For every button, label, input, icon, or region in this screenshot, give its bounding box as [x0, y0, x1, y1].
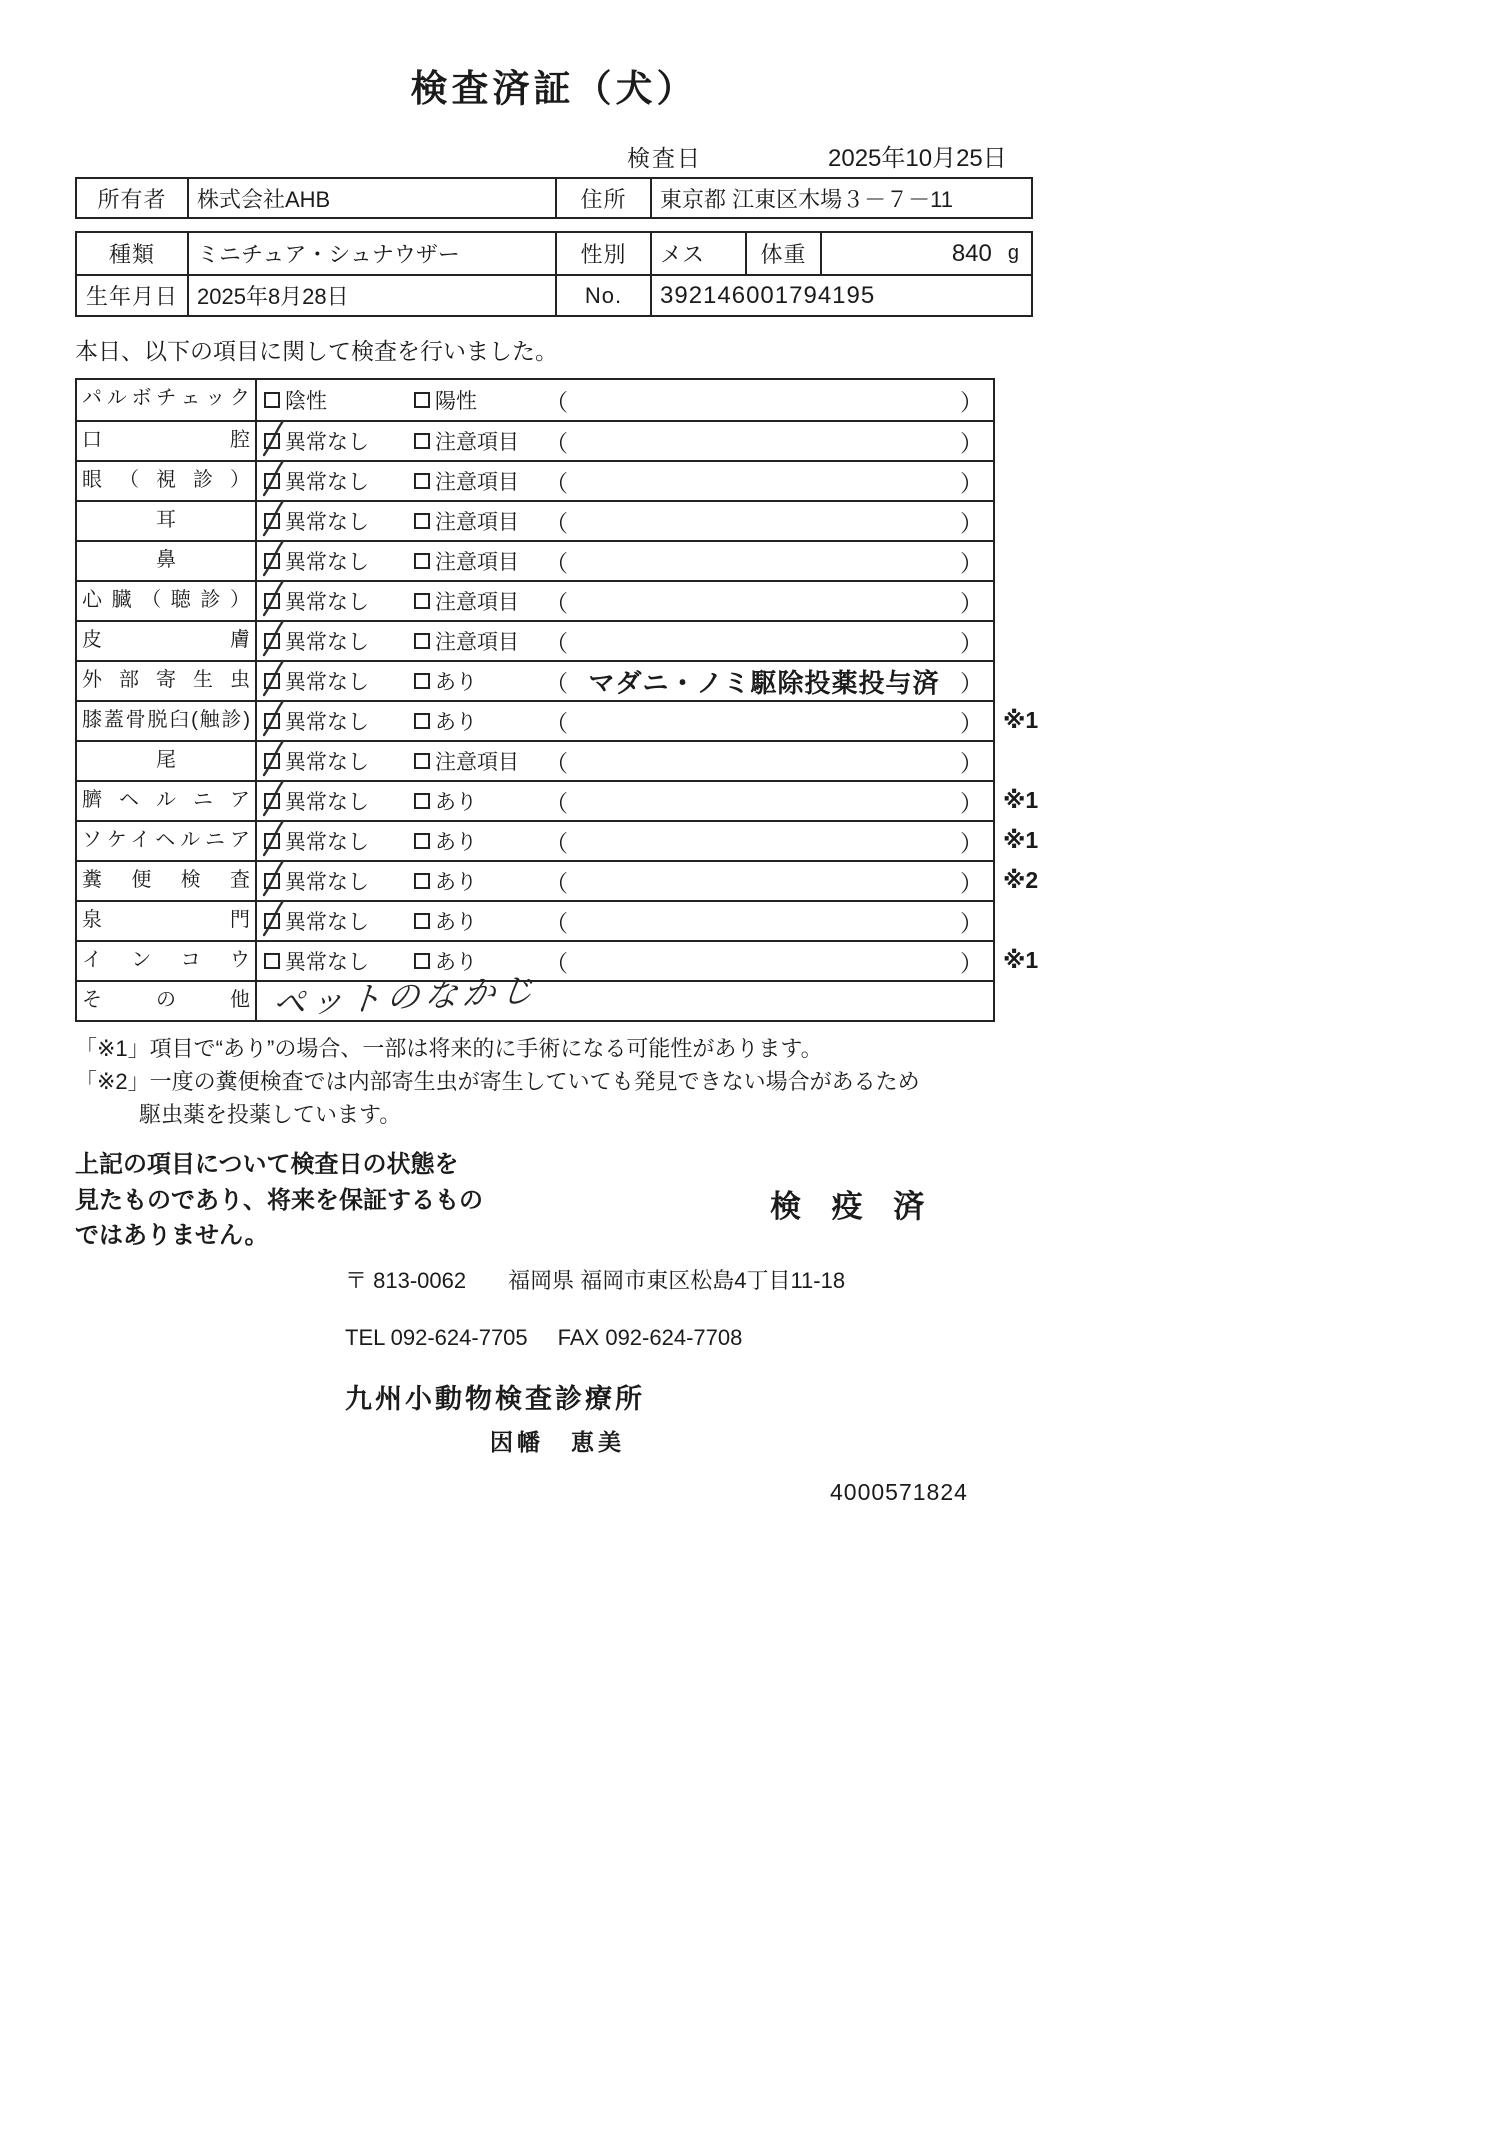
handwritten-checkmark: [260, 500, 286, 538]
paren-close: ）: [960, 509, 983, 536]
option1: [257, 706, 407, 736]
option1-label: 異常なし: [285, 831, 369, 854]
inspection-item-label: 尾: [77, 742, 257, 780]
paren-close: ）: [960, 589, 983, 616]
checkbox-option1: [264, 753, 280, 769]
checkbox-option1: [264, 833, 280, 849]
inspection-item-label: インコウ: [77, 942, 257, 980]
option1-label: 異常なし: [285, 751, 369, 774]
paren-group: [545, 785, 993, 818]
inspection-item-label: 膝蓋骨脱臼(触診): [77, 702, 257, 740]
paren-close: ）: [960, 429, 983, 456]
quarantine-stamp: 検 疫 済: [770, 1189, 936, 1224]
inspection-item-label: 臍ヘルニア: [77, 782, 257, 820]
option2: [407, 546, 545, 576]
weight-value-cell: [820, 233, 1031, 274]
option2-label: 注意項目: [435, 551, 519, 574]
paren-close: ）: [960, 388, 983, 415]
option2-label: 注意項目: [435, 431, 519, 454]
clinic-name: 九州小動物検査診療所: [345, 1383, 645, 1414]
inspection-row: [77, 620, 993, 660]
inspection-item-label: 心臓（聴診）: [77, 582, 257, 620]
sex-value: メス: [650, 233, 745, 274]
option1: [257, 626, 407, 656]
paren-group: [545, 545, 993, 578]
inspection-row-body: [257, 862, 993, 900]
address-value: 東京都 江東区木場３－７－11: [650, 179, 1031, 217]
paren-group: [545, 505, 993, 538]
paren-open: （: [545, 829, 568, 856]
paren-open: （: [545, 629, 568, 656]
handwritten-note: ペットのなかじ: [271, 970, 541, 1022]
row-note: ※1: [1003, 787, 1039, 813]
paren-group: [545, 465, 993, 498]
clinic-postal-code: 〒 813-0062: [345, 1267, 467, 1293]
paren-close: ）: [960, 469, 983, 496]
paren-open: （: [545, 429, 568, 456]
option1: [257, 666, 407, 696]
document-number: 4000571824: [830, 1478, 968, 1505]
row-options: [257, 865, 993, 898]
inspection-row-body: [257, 582, 993, 620]
paren-group: [545, 905, 993, 938]
inspection-date-value: 2025年10月25日: [828, 145, 1007, 172]
disclaimer-section: [75, 1147, 1033, 1254]
row-options: [257, 785, 993, 818]
paren-group: [545, 585, 993, 618]
row-options: [257, 745, 993, 778]
option2: [407, 626, 545, 656]
option1-label: 異常なし: [285, 871, 369, 894]
checkbox-option2: [414, 473, 430, 489]
paren-open: （: [545, 909, 568, 936]
weight-label: 体重: [745, 233, 820, 274]
inspection-row-body: [257, 742, 993, 780]
inspection-row-body: [257, 622, 993, 660]
option2: [407, 906, 545, 936]
option2: [407, 826, 545, 856]
inspection-row-body: [257, 970, 993, 1022]
option2: [407, 706, 545, 736]
option2-label: 陽性: [435, 390, 477, 413]
row-options: [257, 663, 993, 700]
option2: [407, 426, 545, 456]
paren-close: ）: [960, 669, 983, 696]
inspection-item-label: 皮膚: [77, 622, 257, 660]
clinic-tel-line: [345, 1325, 1033, 1351]
weight-unit: g: [1007, 242, 1019, 264]
option2: [407, 866, 545, 896]
inspection-row: [77, 900, 993, 940]
option2: [407, 385, 545, 415]
checkbox-option2: [414, 553, 430, 569]
weight-value: 840: [951, 239, 992, 267]
handwritten-checkmark: [260, 660, 286, 698]
row-note: ※2: [1003, 867, 1039, 893]
inspection-row-body: [257, 542, 993, 580]
sex-label: 性別: [555, 233, 650, 274]
inspection-row-body: [257, 902, 993, 940]
inspection-item-label: 眼（視診）: [77, 462, 257, 500]
number-label: No.: [555, 276, 650, 315]
paren-group: [545, 425, 993, 458]
row-options: [257, 465, 993, 498]
handwritten-checkmark: [260, 460, 286, 498]
paren-close: ）: [960, 629, 983, 656]
inspection-row: [77, 580, 993, 620]
paren-group: [545, 865, 993, 898]
inspection-row: [77, 500, 993, 540]
option1-label: 異常なし: [285, 511, 369, 534]
inspection-date-label: 検査日: [627, 145, 702, 171]
row-note: ※1: [1003, 707, 1039, 733]
inspection-row: [77, 380, 993, 420]
inspection-item-label: 口腔: [77, 422, 257, 460]
checkbox-option2: [414, 873, 430, 889]
inspection-row-body: [257, 702, 993, 740]
clinic-block: [345, 1264, 1033, 1506]
owner-value: 株式会社AHB: [187, 179, 555, 217]
paren-group: [545, 745, 993, 778]
option1-label: 異常なし: [285, 631, 369, 654]
handwritten-checkmark: [260, 820, 286, 858]
inspection-row: [77, 780, 1039, 820]
paren-close: ）: [960, 829, 983, 856]
address-label: 住所: [555, 179, 650, 217]
handwritten-checkmark: [260, 740, 286, 778]
handwritten-checkmark: [260, 540, 286, 578]
option2: [407, 786, 545, 816]
paren-group: [545, 663, 993, 700]
paren-group: [545, 825, 993, 858]
inspection-item-label: 耳: [77, 502, 257, 540]
paren-close: ）: [960, 749, 983, 776]
paren-close: ）: [960, 549, 983, 576]
inspection-row: [77, 420, 993, 460]
pet-info-row-1: [77, 233, 1031, 274]
inspection-item-label: 鼻: [77, 542, 257, 580]
clinic-address: 福岡県 福岡市東区松島4丁目11-18: [508, 1267, 846, 1293]
option1: [257, 546, 407, 576]
footnotes: [75, 1032, 1033, 1131]
option1: [257, 506, 407, 536]
row-options: [257, 545, 993, 578]
row-options: [257, 905, 993, 938]
inspection-item-label: 外部寄生虫: [77, 662, 257, 700]
checkbox-option2: [414, 953, 430, 969]
row-options: [257, 384, 993, 417]
pet-info-table: [75, 231, 1033, 317]
paren-open: （: [545, 509, 568, 536]
paren-close: ）: [960, 789, 983, 816]
pet-info-row-2: [77, 274, 1031, 315]
option2-label: 注意項目: [435, 591, 519, 614]
option1-label: 異常なし: [285, 471, 369, 494]
inspection-row-body: [257, 502, 993, 540]
checkbox-option2: [414, 673, 430, 689]
option1-label: 異常なし: [285, 671, 369, 694]
option2-label: あり: [435, 671, 477, 694]
footnote-1: 「※1」項目で“あり”の場合、一部は将来的に手術になる可能性があります。: [75, 1036, 823, 1061]
option2-label: あり: [435, 871, 477, 894]
intro-text: 本日、以下の項目に関して検査を行いました。: [75, 338, 558, 364]
paren-open: （: [545, 549, 568, 576]
paren-close: ）: [960, 709, 983, 736]
paren-group: [545, 625, 993, 658]
inspection-row: [77, 740, 993, 780]
checkbox-option2: [414, 713, 430, 729]
checkbox-option1: [264, 873, 280, 889]
paren-open: （: [545, 749, 568, 776]
inspection-row-body: [257, 380, 993, 420]
option1-label: 異常なし: [285, 791, 369, 814]
clinic-tel: TEL 092-624-7705: [345, 1324, 528, 1350]
disclaimer-line-1: 上記の項目について検査日の状態を: [75, 1151, 459, 1178]
paren-group: [545, 945, 993, 978]
inspection-item-label: 泉門: [77, 902, 257, 940]
checkbox-option2: [414, 633, 430, 649]
inspection-item-label: ソケイヘルニア: [77, 822, 257, 860]
checkbox-option2: [414, 753, 430, 769]
handwritten-checkmark: [260, 860, 286, 898]
handwritten-checkmark: [260, 620, 286, 658]
inspection-item-label: パルボチェック: [77, 380, 257, 420]
inspection-row-body: [257, 822, 993, 860]
checkbox-option1: [264, 673, 280, 689]
paren-open: （: [545, 469, 568, 496]
option1-label: 異常なし: [285, 711, 369, 734]
paren-open: （: [545, 869, 568, 896]
option1: [257, 746, 407, 776]
option1: [257, 586, 407, 616]
checkbox-option1: [264, 473, 280, 489]
checkbox-option2: [414, 392, 430, 408]
option2-label: あり: [435, 911, 477, 934]
paren-open: （: [545, 949, 568, 976]
footnote-2: 「※2」一度の糞便検査では内部寄生虫が寄生していても発見できない場合があるため: [75, 1069, 920, 1094]
row-options: [257, 825, 993, 858]
option1: [257, 826, 407, 856]
option2-label: 注意項目: [435, 511, 519, 534]
checkbox-option1: [264, 713, 280, 729]
inspection-row: [77, 820, 1039, 860]
option2-label: あり: [435, 831, 477, 854]
option1-label: 異常なし: [285, 951, 369, 974]
inspection-row: [77, 970, 993, 1022]
inspection-row: [77, 540, 993, 580]
option2: [407, 746, 545, 776]
inspection-row-body: [257, 782, 993, 820]
paren-open: （: [545, 589, 568, 616]
inspection-row-body: [257, 462, 993, 500]
row-options: [257, 425, 993, 458]
paren-open: （: [545, 789, 568, 816]
inspection-row-body: [257, 662, 993, 700]
row-options: [257, 585, 993, 618]
checkbox-option2: [414, 513, 430, 529]
checkbox-option2: [414, 913, 430, 929]
option2: [407, 586, 545, 616]
checkbox-option2: [414, 433, 430, 449]
option2: [407, 466, 545, 496]
checkbox-option1: [264, 392, 280, 408]
option1-label: 異常なし: [285, 551, 369, 574]
option2-label: 注意項目: [435, 751, 519, 774]
checkbox-option1: [264, 553, 280, 569]
birthdate-label: 生年月日: [85, 284, 178, 309]
option2: [407, 506, 545, 536]
paren-group: [545, 705, 993, 738]
inspection-row: [77, 700, 1039, 740]
inspection-row: [77, 660, 993, 700]
option2: [407, 666, 545, 696]
paren-text: マダニ・ノミ駆除投薬投与済: [588, 667, 940, 698]
row-options: [257, 705, 993, 738]
document-title: 検査済証（犬）: [410, 68, 698, 109]
footnote-3: 駆虫薬を投薬しています。: [139, 1102, 402, 1127]
clinic-person-name: 因幡 恵美: [490, 1428, 625, 1455]
inspection-item-label: 糞便検査: [77, 862, 257, 900]
paren-close: ）: [960, 949, 983, 976]
option2-label: 注意項目: [435, 471, 519, 494]
paren-group: [545, 384, 993, 417]
option2-label: 注意項目: [435, 631, 519, 654]
option1-label: 異常なし: [285, 431, 369, 454]
row-note: ※1: [1003, 947, 1039, 973]
clinic-fax: FAX 092-624-7708: [557, 1324, 743, 1350]
handwritten-checkmark: [260, 900, 286, 938]
owner-table: [75, 177, 1033, 219]
option1: [257, 786, 407, 816]
paren-open: （: [545, 709, 568, 736]
paren-open: （: [545, 388, 568, 415]
checkbox-option1: [264, 433, 280, 449]
paren-open: （: [545, 669, 568, 696]
checkbox-option2: [414, 593, 430, 609]
handwritten-checkmark: [260, 700, 286, 738]
owner-label: 所有者: [97, 186, 167, 212]
handwritten-checkmark: [260, 420, 286, 458]
option1: [257, 906, 407, 936]
clinic-address-line: [345, 1264, 1033, 1295]
inspection-table: [75, 378, 1039, 1022]
option2-label: あり: [435, 791, 477, 814]
disclaimer-line-3: ではありません。: [75, 1222, 269, 1250]
handwritten-checkmark: [260, 580, 286, 618]
paren-close: ）: [960, 909, 983, 936]
checkbox-option2: [414, 793, 430, 809]
option2-label: あり: [435, 711, 477, 734]
checkbox-option1: [264, 633, 280, 649]
document-content: [75, 58, 1039, 1506]
option1: [257, 385, 407, 415]
breed-label: 種類: [108, 242, 155, 267]
option1-label: 異常なし: [285, 911, 369, 934]
inspection-row: [77, 460, 993, 500]
option1: [257, 426, 407, 456]
option1: [257, 466, 407, 496]
checkbox-option1: [264, 513, 280, 529]
checkbox-option1: [264, 953, 280, 969]
birthdate-value: 2025年8月28日: [187, 276, 555, 315]
checkbox-option2: [414, 833, 430, 849]
option1-label: 異常なし: [285, 591, 369, 614]
inspection-row-body: [257, 422, 993, 460]
checkbox-option1: [264, 793, 280, 809]
breed-value: ミニチュア・シュナウザー: [187, 233, 555, 274]
inspection-date-row: [75, 138, 1033, 173]
row-options: [257, 625, 993, 658]
handwritten-checkmark: [260, 780, 286, 818]
option1-label: 陰性: [285, 390, 327, 413]
row-options: [257, 505, 993, 538]
inspection-row: [77, 860, 1039, 900]
option2-label: あり: [435, 951, 477, 974]
number-value: 392146001794195: [650, 276, 1031, 315]
row-note: ※1: [1003, 827, 1039, 853]
inspection-item-label: その他: [77, 982, 257, 1020]
option1: [257, 866, 407, 896]
disclaimer-line-2: 見たものであり、将来を保証するもの: [75, 1186, 483, 1214]
paren-close: ）: [960, 869, 983, 896]
checkbox-option1: [264, 593, 280, 609]
checkbox-option1: [264, 913, 280, 929]
